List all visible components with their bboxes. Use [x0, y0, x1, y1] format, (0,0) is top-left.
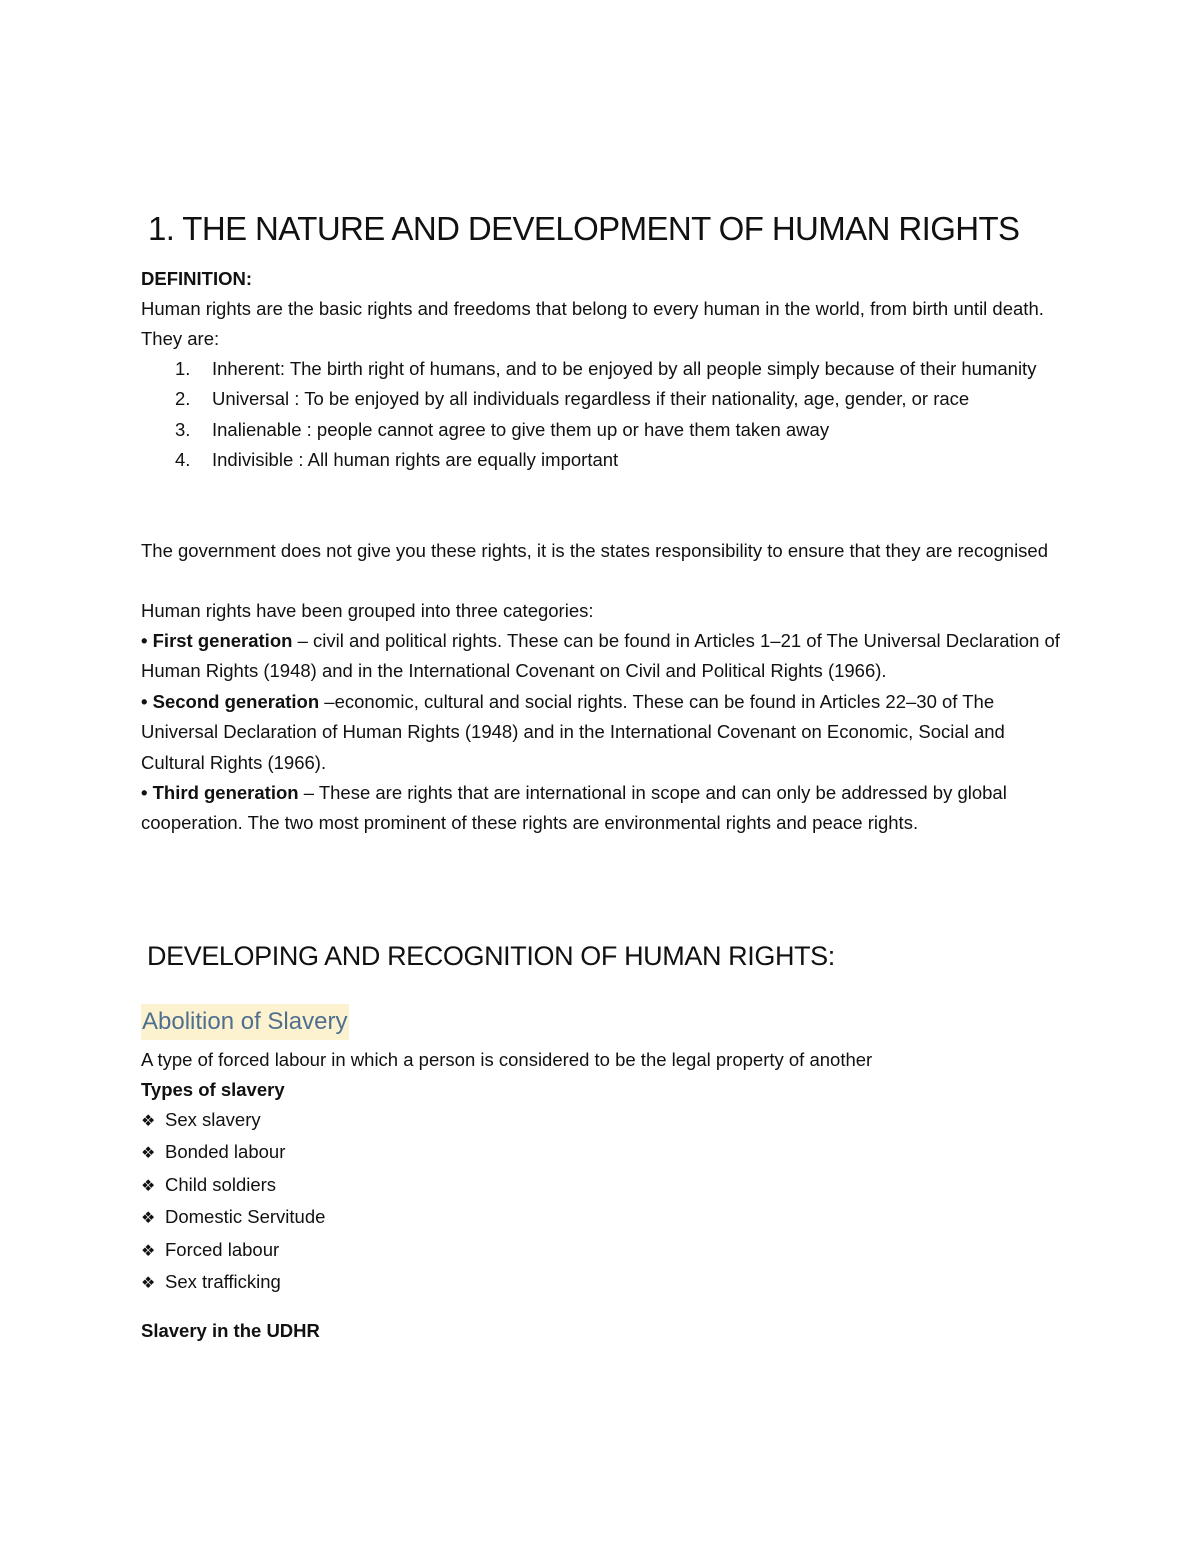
generation-term: Third generation [152, 782, 299, 804]
quality-term: Inalienable : [212, 418, 312, 440]
generation-term: First generation [152, 630, 293, 651]
list-item [141, 354, 1071, 384]
diamond-bullet-icon: ❖ [141, 1242, 156, 1260]
quality-text: The birth right of humans, and to be enjoyed by all people simply because of their humanity [285, 358, 1037, 379]
slavery-type: Forced labour [165, 1238, 280, 1260]
abolition-heading: Abolition of Slavery [141, 1004, 349, 1040]
list-number: 3. [175, 418, 191, 440]
slavery-definition: A type of forced labour in which a person is considered to be the legal property of another [141, 1049, 873, 1070]
list-item [141, 1235, 325, 1267]
list-item [141, 1170, 325, 1202]
quality-term: Indivisible : [212, 449, 304, 471]
list-item [141, 626, 1071, 687]
generations-list [141, 626, 1071, 839]
categories-intro: Human rights have been grouped into three categories: [141, 600, 594, 621]
udhr-heading: Slavery in the UDHR [141, 1320, 320, 1341]
government-paragraph: The government does not give you these rights, it is the states responsibility to ensure that they are recognised [141, 540, 1049, 561]
generation-text: –economic, cultural and social rights. These can be found in Articles 22–30 of The Universal Declaration of Human Rights (1948) and in the International Covenant on Economic, Social and Cultural Rights (1966). [141, 690, 1005, 773]
list-item [141, 384, 1071, 414]
diamond-bullet-icon: ❖ [141, 1275, 156, 1293]
document-title: 1. THE NATURE AND DEVELOPMENT OF HUMAN RIGHTS [148, 210, 1020, 247]
types-heading: Types of slavery [141, 1079, 285, 1100]
slavery-type: Child soldiers [165, 1173, 277, 1195]
definition-label: DEFINITION: [141, 268, 252, 289]
section-heading: DEVELOPING AND RECOGNITION OF HUMAN RIGHTS: [147, 941, 835, 971]
quality-text: All human rights are equally important [303, 449, 619, 471]
generation-text: – These are rights that are international in scope and can only be addressed by global cooperation. The two most prominent of these rights are environmental rights and peace rights. [141, 782, 1007, 834]
slavery-type: Sex trafficking [165, 1271, 281, 1293]
diamond-bullet-icon: ❖ [141, 1145, 156, 1163]
list-item [141, 1267, 325, 1299]
generation-text: – civil and political rights. These can be found in Articles 1–21 of The Universal Declaration of Human Rights (1948) and in the International Covenant on Civil and Political Rights (1966). [141, 630, 1060, 682]
list-item [141, 415, 1071, 445]
list-item [141, 1202, 325, 1234]
qualities-list [141, 354, 1071, 476]
slavery-type: Sex slavery [165, 1109, 261, 1130]
slavery-type: Bonded labour [165, 1141, 286, 1163]
list-item [141, 445, 1071, 475]
list-number: 2. [175, 388, 191, 410]
list-number: 4. [175, 449, 191, 471]
quality-term: Inherent: [212, 358, 286, 379]
list-number: 1. [175, 358, 191, 379]
quality-text: people cannot agree to give them up or have them taken away [311, 418, 830, 440]
list-item [141, 778, 1071, 839]
bullet: • [141, 690, 148, 712]
list-item [141, 1137, 325, 1169]
quality-term: Universal : [212, 388, 300, 410]
generation-term: Second generation [152, 690, 320, 712]
list-item [141, 687, 1071, 778]
quality-text: To be enjoyed by all individuals regardless if their nationality, age, gender, or race [299, 388, 970, 410]
diamond-bullet-icon: ❖ [141, 1210, 156, 1228]
diamond-bullet-icon: ❖ [141, 1177, 156, 1195]
bullet: • [141, 782, 148, 804]
slavery-type: Domestic Servitude [165, 1206, 326, 1228]
bullet: • [141, 630, 148, 651]
diamond-bullet-icon: ❖ [141, 1113, 156, 1130]
list-item [141, 1105, 325, 1137]
slavery-types-list [141, 1105, 325, 1299]
definition-text: Human rights are the basic rights and freedoms that belong to every human in the world, from birth until death. They are: [141, 298, 1044, 350]
